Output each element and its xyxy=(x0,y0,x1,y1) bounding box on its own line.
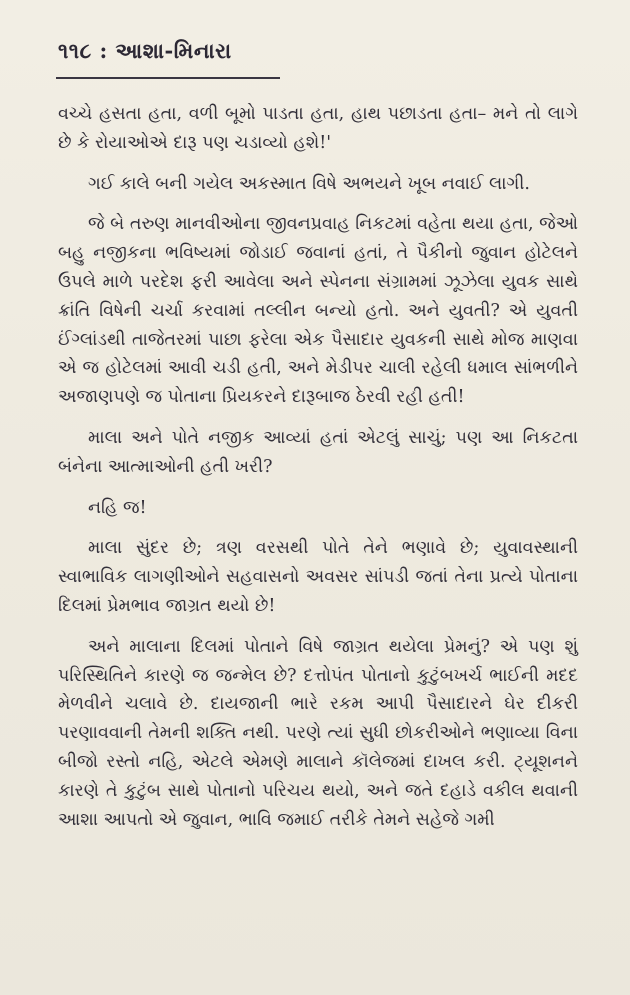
paragraph-2: ગઈ કાલે બની ગયેલ અકસ્માત વિષે અભયને ખૂબ નવાઈ લાગી. xyxy=(88,173,530,194)
paragraph-4: માલા અને પોતે નજીક આવ્યાં હતાં એટલું સાચું; પણ આ નિકટતા બંનેના આત્માઓની હતી ખરી? xyxy=(58,427,578,477)
paragraph-7: અને માલાના દિલમાં પોતાને વિષે જાગ્રત થયેલા પ્રેમનું? એ પણ શું પરિસ્થિતિને કારણે જ જન્મેલ છે? દત્તોપંત પોતાનો કુટુંબખર્ચ ભાઈની મદદ મેળવીને ચલાવે છે. દાયજાની ભારે રકમ આપી પૈસાદારને ઘેર દીકરી પરણાવવાની તેમની શક્તિ નથી. પરણે ત્યાં સુધી છોકરીઓને ભણાવ્યા વિના બીજો રસ્તો નહિ, એટલે એમણે માલાને કૉલેજમાં દાખલ કરી. ટ્યૂશનને કારણે તે કુટુંબ સાથે પોતાનો પરિચય થયો, અને જતે દહાડે વકીલ થવાની આશા આપતો એ જુવાન, ભાવિ જમાઈ તરીકે તેમને સહેજે ગમી xyxy=(58,636,578,830)
header-rule xyxy=(56,77,280,79)
paragraph-6: માલા સુંદર છે; ત્રણ વરસથી પોતે તેને ભણાવે છે; યુવાવસ્થાની સ્વાભાવિક લાગણીઓને સહવાસનો અવસર સાંપડી જતાં તેના પ્રત્યે પોતાના દિલમાં પ્રેમભાવ જાગ્રત થયો છે! xyxy=(58,538,578,616)
running-head: ૧૧૮ : આશા-મિનારા xyxy=(58,38,232,63)
paragraph-1: વચ્ચે હસતા હતા, વળી બૂમો પાડતા હતા, હાથ પછાડતા હતા– મને તો લાગે છે કે રોયાઓએ દારૂ પણ ચડાવ્યો હશે!' xyxy=(58,104,578,153)
body-text xyxy=(58,100,578,846)
paragraph-5: નહિ જ! xyxy=(88,497,147,518)
paragraph-3: જે બે તરુણ માનવીઓના જીવનપ્રવાહ નિકટમાં વહેતા થયા હતા, જેઓ બહુ નજીકના ભવિષ્યમાં જોડાઈ જવાનાં હતાં, તે પૈકીનો જુવાન હોટેલને ઉપલે માળે પરદેશ ફરી આવેલા અને સ્પેનના સંગ્રામમાં ઝૂઝેલા યુવક સાથે ક્રાંતિ વિષેની ચર્ચા કરવામાં તલ્લીન બન્યો હતો. અને યુવતી? એ યુવતી ઈંગ્લાંડથી તાજેતરમાં પાછા ફરેલા એક પૈસાદાર યુવકની સાથે મોજ માણવા એ જ હોટેલમાં આવી ચડી હતી, અને મેડીપર ચાલી રહેલી ધમાલ સાંભળીને અજાણપણે જ પોતાના પ્રિયકરને દારૂબાજ ઠેરવી રહી હતી! xyxy=(58,214,578,408)
